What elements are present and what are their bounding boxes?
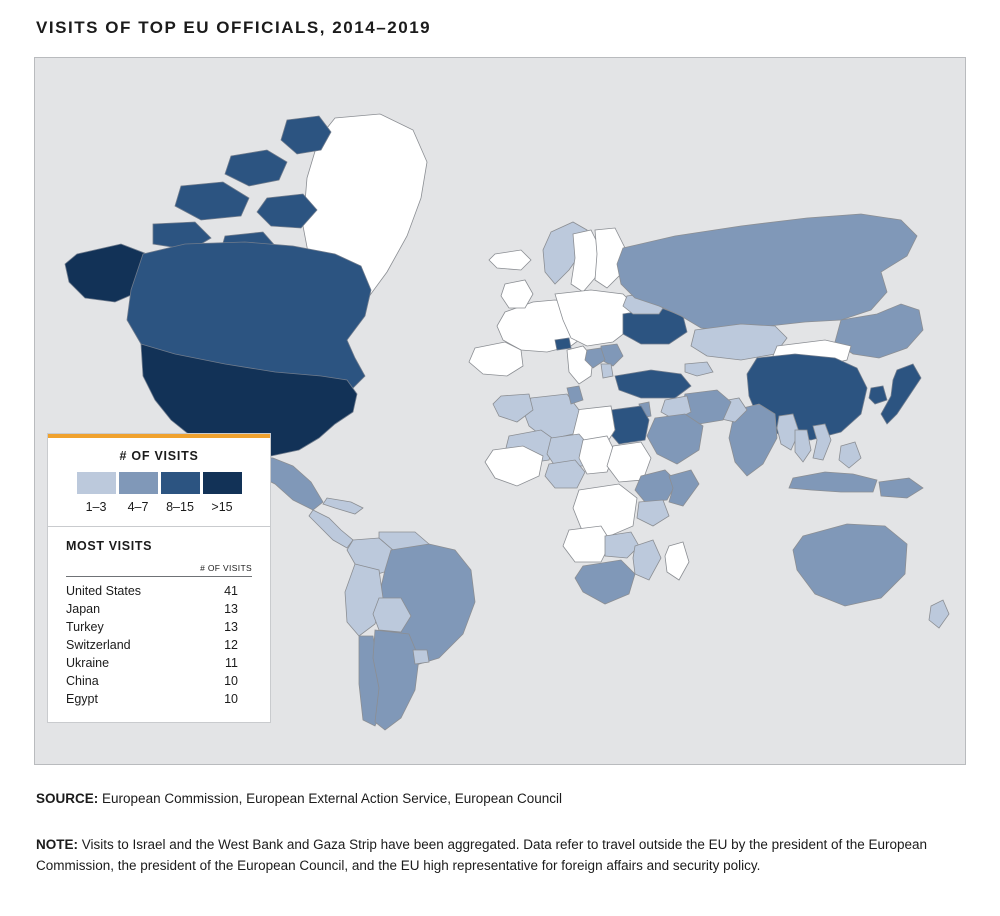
note-label: NOTE: bbox=[36, 837, 78, 852]
map-legend-card bbox=[47, 433, 271, 723]
country-central-america bbox=[309, 510, 353, 548]
country-canada-arctic-2 bbox=[225, 150, 287, 186]
country-name: Turkey bbox=[66, 620, 104, 634]
region-iberia bbox=[469, 342, 523, 376]
table-row bbox=[66, 582, 252, 600]
page-title: VISITS OF TOP EU OFFICIALS, 2014–2019 bbox=[36, 18, 432, 37]
country-canada-arctic-3 bbox=[175, 182, 249, 220]
legend-swatch-1 bbox=[77, 472, 116, 494]
visit-count: 12 bbox=[224, 638, 238, 652]
legend-heading: # OF VISITS bbox=[119, 449, 199, 463]
country-uruguay bbox=[413, 650, 429, 664]
legend-swatch-4 bbox=[203, 472, 242, 494]
source-label: SOURCE: bbox=[36, 791, 99, 806]
source-line bbox=[36, 791, 562, 806]
country-indonesia bbox=[789, 472, 877, 492]
country-kazakhstan bbox=[691, 324, 787, 360]
legend-label-3: 8–15 bbox=[166, 500, 194, 514]
country-name: Japan bbox=[66, 602, 101, 616]
visit-count: 41 bbox=[224, 584, 238, 598]
country-japan bbox=[881, 364, 921, 424]
country-name: United States bbox=[66, 584, 142, 598]
legend-label-1: 1–3 bbox=[85, 500, 107, 514]
country-philippines bbox=[839, 442, 861, 468]
column-header-visits: # OF VISITS bbox=[200, 563, 252, 573]
visit-count: 10 bbox=[224, 692, 238, 706]
country-south-korea bbox=[869, 386, 887, 404]
country-name: Switzerland bbox=[66, 638, 131, 652]
country-somalia bbox=[669, 470, 699, 506]
country-angola bbox=[563, 526, 611, 562]
most-visits-table bbox=[48, 577, 270, 722]
country-west-africa bbox=[485, 446, 543, 486]
legend-label-4: >15 bbox=[211, 500, 233, 514]
table-row bbox=[66, 672, 252, 690]
country-name: Ukraine bbox=[66, 656, 110, 670]
country-switzerland bbox=[555, 338, 571, 350]
country-georgia bbox=[685, 362, 713, 376]
source-text: European Commission, European External Action Service, European Council bbox=[102, 791, 563, 806]
table-row bbox=[66, 600, 252, 618]
world-map bbox=[34, 57, 966, 765]
most-visits-column-header bbox=[48, 563, 270, 576]
country-south-africa bbox=[575, 560, 635, 604]
table-row bbox=[66, 690, 252, 708]
legend-swatches bbox=[48, 472, 270, 496]
country-indonesia-papua bbox=[879, 478, 923, 498]
legend-label-2: 4–7 bbox=[127, 500, 149, 514]
country-cuba bbox=[323, 498, 363, 514]
table-row bbox=[66, 654, 252, 672]
country-saudi-arabia bbox=[647, 414, 703, 464]
country-name: Egypt bbox=[66, 692, 98, 706]
country-serbia bbox=[601, 344, 623, 366]
visit-count: 13 bbox=[224, 620, 238, 634]
note-block bbox=[36, 834, 966, 876]
country-argentina bbox=[373, 630, 419, 730]
legend-swatch-labels bbox=[48, 496, 270, 526]
table-row bbox=[66, 618, 252, 636]
country-nigeria bbox=[545, 460, 585, 488]
legend-swatch-2 bbox=[119, 472, 158, 494]
table-row bbox=[66, 636, 252, 654]
country-iceland bbox=[489, 250, 531, 270]
country-new-zealand bbox=[929, 600, 949, 628]
visit-count: 10 bbox=[224, 674, 238, 688]
country-madagascar bbox=[665, 542, 689, 580]
country-australia bbox=[793, 524, 907, 606]
legend-swatch-3 bbox=[161, 472, 200, 494]
country-albania bbox=[601, 364, 613, 378]
country-mozambique bbox=[633, 540, 661, 580]
visit-count: 11 bbox=[225, 656, 238, 670]
most-visits-heading: MOST VISITS bbox=[66, 539, 153, 553]
country-turkey bbox=[615, 370, 691, 398]
note-text: Visits to Israel and the West Bank and Gaza Strip have been aggregated. Data refer to travel outside the EU by the president of the European Commission, the president of the European Council, and the EU high representative for foreign affairs and security policy. bbox=[36, 837, 928, 873]
country-kenya bbox=[637, 500, 669, 526]
country-name: China bbox=[66, 674, 99, 688]
visit-count: 13 bbox=[224, 602, 238, 616]
